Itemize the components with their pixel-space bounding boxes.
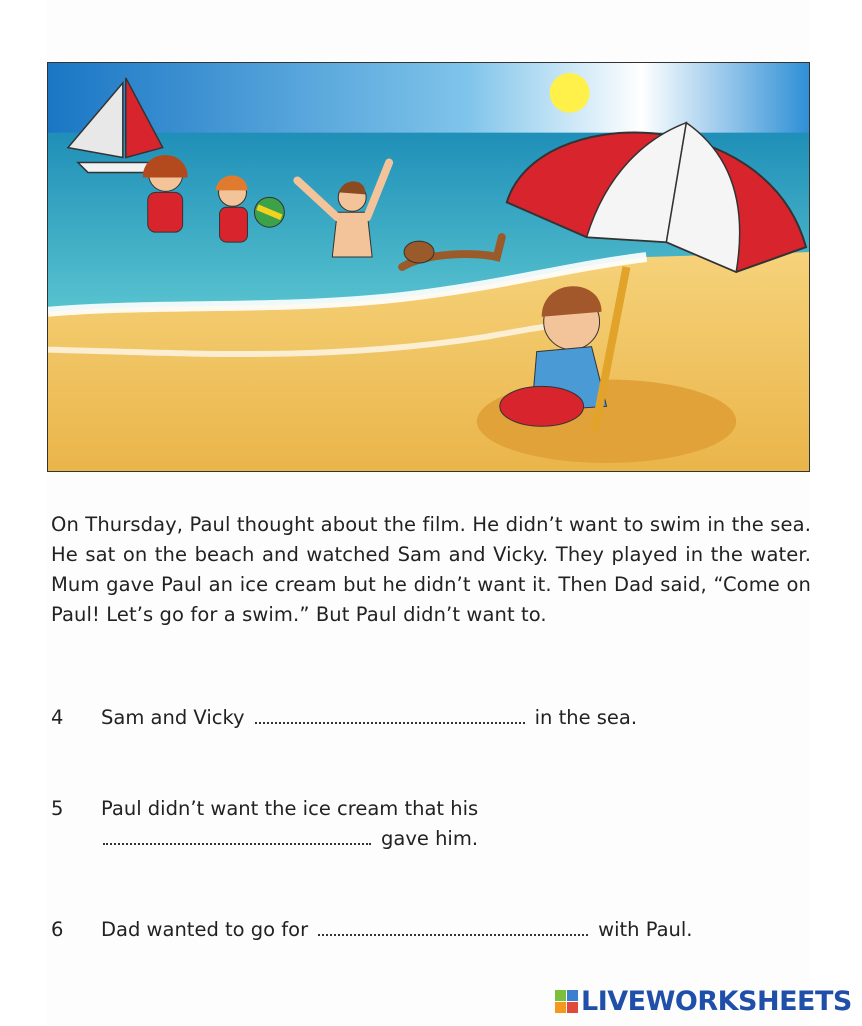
- logo-mark-icon: [555, 990, 578, 1013]
- question-text-before: Paul didn’t want the ice cream that his: [101, 797, 479, 820]
- logo-square-red: [567, 1002, 578, 1013]
- liveworksheets-logo[interactable]: [555, 986, 852, 1016]
- question-text-after: gave him.: [381, 827, 479, 850]
- story-paragraph: On Thursday, Paul thought about the film. He didn’t want to swim in the sea. He sat on the beach and watched Sam and Vicky. They played in the water. Mum gave Paul an ice cream but he didn’t want it. Then Dad said, “Come on Paul! Let’s go for a swim.” But Paul didn’t want to.: [51, 513, 811, 626]
- answer-blank-4[interactable]: [255, 708, 525, 724]
- logo-square-blue: [567, 990, 578, 1001]
- question-text-after: in the sea.: [534, 706, 638, 729]
- logo-text: LIVEWORKSHEETS: [581, 985, 852, 1017]
- question-text: [101, 915, 801, 945]
- question-text-after: with Paul.: [598, 918, 693, 941]
- beach-illustration: [47, 62, 810, 472]
- question-number: 5: [51, 797, 64, 820]
- logo-square-orange: [555, 1002, 566, 1013]
- answer-blank-6[interactable]: [318, 920, 588, 936]
- question-text: [101, 703, 801, 733]
- question-text-before: Sam and Vicky: [101, 706, 245, 729]
- question-number: 6: [51, 918, 64, 941]
- question-text: [101, 794, 801, 854]
- question-text-before: Dad wanted to go for: [101, 918, 309, 941]
- answer-blank-5[interactable]: [103, 829, 371, 845]
- beach-scene-image: [48, 63, 809, 471]
- logo-square-green: [555, 990, 566, 1001]
- question-number: 4: [51, 706, 64, 729]
